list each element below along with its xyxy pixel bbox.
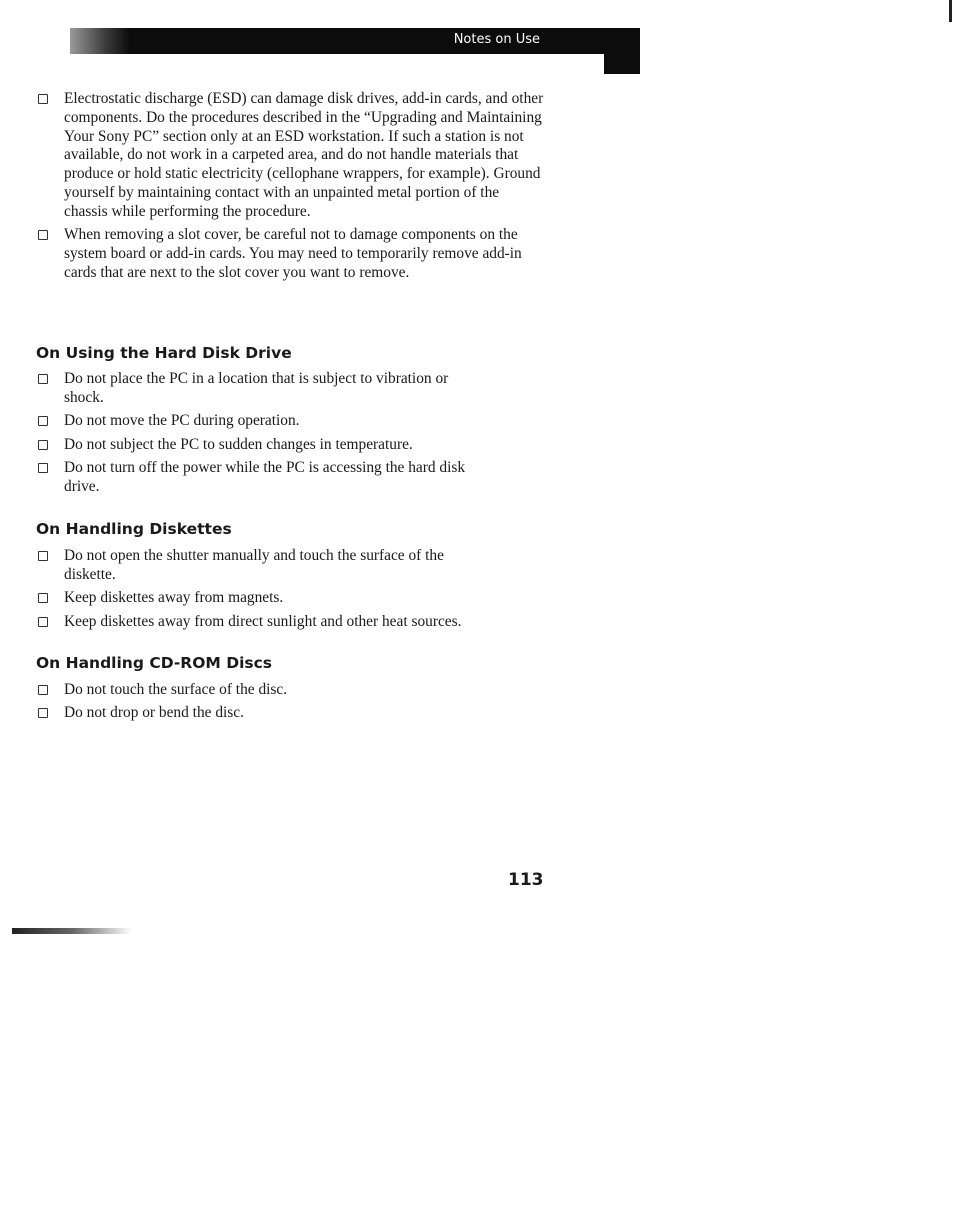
list-item-text: Do not touch the surface of the disc. — [64, 681, 288, 698]
checkbox-bullet-icon — [38, 685, 48, 695]
list-item-text: Do not turn off the power while the PC is accessing the hard disk drive. — [64, 458, 466, 495]
checkbox-bullet-icon — [38, 440, 48, 450]
running-header-title: Notes on Use — [453, 32, 540, 47]
list-item-text: Do not subject the PC to sudden changes in temperature. — [64, 435, 413, 453]
checkbox-bullet-icon — [38, 593, 48, 603]
checkbox-bullet-icon — [38, 463, 48, 473]
scan-artifact — [12, 928, 132, 934]
list-item — [36, 370, 484, 408]
list-item-text: Electrostatic discharge (ESD) can damage disk drives, add-in cards, and other components. Do the procedures described in the “Upgrading and Maintaining Your Sony PC” section only at an ESD workstation. If such a station is not available, do not work in a carpeted area, and do not handle materials that produce or hold static electricity (cellophane wrappers, for example). Ground yourself by maintaining contact with an unpainted metal portion of the chassis while performing the procedure. — [64, 90, 544, 220]
list-item — [36, 589, 544, 608]
esd-notes-list — [36, 90, 544, 287]
list-item — [36, 412, 544, 431]
cdrom-list — [36, 681, 544, 728]
list-item — [36, 613, 564, 632]
list-item — [36, 681, 544, 700]
list-item — [36, 459, 494, 497]
hard-disk-list — [36, 370, 544, 501]
checkbox-bullet-icon — [38, 551, 48, 561]
checkbox-bullet-icon — [38, 416, 48, 426]
list-item-text: Do not place the PC in a location that is subject to vibration or shock. — [64, 370, 449, 406]
list-item-text: Do not move the PC during operation. — [64, 412, 300, 430]
list-item — [36, 226, 534, 282]
section-heading-diskettes: On Handling Diskettes — [36, 520, 232, 538]
list-item-text: Do not open the shutter manually and touch the surface of the diskette. — [64, 547, 444, 583]
list-item — [36, 90, 544, 222]
section-heading-hard-disk: On Using the Hard Disk Drive — [36, 344, 292, 362]
list-item-text: Do not drop or bend the disc. — [64, 704, 244, 722]
checkbox-bullet-icon — [38, 94, 48, 104]
checkbox-bullet-icon — [38, 708, 48, 718]
section-heading-cdrom: On Handling CD-ROM Discs — [36, 654, 273, 672]
list-item-text: Keep diskettes away from direct sunlight and other heat sources. — [64, 612, 462, 630]
diskettes-list — [36, 547, 564, 636]
page-header-bar — [70, 28, 640, 54]
list-item — [36, 436, 544, 455]
checkbox-bullet-icon — [38, 617, 48, 627]
scan-edge-mark — [949, 0, 952, 22]
list-item-text: Keep diskettes away from magnets. — [64, 589, 284, 607]
header-tab — [604, 28, 640, 74]
list-item — [36, 704, 544, 723]
page-number: 113 — [508, 870, 544, 890]
list-item-text: When removing a slot cover, be careful not to damage components on the system board or add-in cards. You may need to temporarily remove add-in cards that are next to the slot cover you want to remove. — [64, 226, 522, 281]
checkbox-bullet-icon — [38, 374, 48, 384]
list-item — [36, 547, 464, 585]
checkbox-bullet-icon — [38, 230, 48, 240]
